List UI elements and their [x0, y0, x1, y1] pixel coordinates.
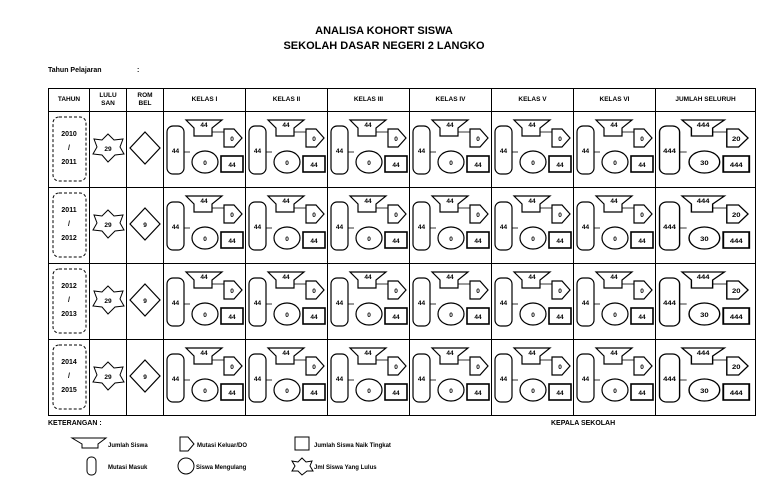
- rombel-cell: [127, 112, 164, 188]
- tahun-slash: /: [68, 221, 70, 228]
- mutasi-masuk-value: 44: [417, 300, 426, 307]
- mengulang-value: 0: [285, 160, 289, 167]
- kelas-cell: [328, 264, 410, 340]
- mengulang-value: 0: [367, 388, 371, 395]
- mutasi-masuk-value: 44: [499, 148, 508, 155]
- jumlah-siswa-value: 44: [528, 198, 536, 205]
- naik-tingkat-value: 44: [310, 162, 318, 169]
- tahun-pelajaran-label: Tahun Pelajaran: [48, 67, 102, 74]
- legend-lulus: [292, 458, 377, 475]
- jumlah-siswa-value: 44: [282, 274, 290, 281]
- table-row: [49, 264, 756, 340]
- mutasi-keluar-value: 0: [394, 288, 398, 295]
- mutasi-masuk-value: 44: [253, 300, 262, 307]
- legend-jumlah-siswa: [72, 438, 148, 449]
- tahun-pelajaran-colon: :: [137, 67, 140, 74]
- mutasi-masuk-value: 44: [335, 376, 344, 383]
- legend-mutasi-masuk: [87, 457, 148, 475]
- jumlah-siswa-value: 44: [446, 350, 454, 357]
- legend-naik-tingkat: [295, 437, 391, 450]
- kelas-cell: [328, 340, 410, 416]
- mutasi-masuk-value: 44: [581, 148, 590, 155]
- jumlah-siswa-value: 444: [696, 121, 710, 129]
- lulusan-value: 29: [104, 374, 112, 381]
- lulus-icon: [292, 458, 313, 475]
- jumlah-siswa-value: 44: [200, 198, 208, 205]
- mutasi-keluar-value: 0: [230, 288, 234, 295]
- tahun-end: 2011: [61, 159, 77, 166]
- naik-tingkat-value: 44: [474, 314, 482, 321]
- naik-tingkat-value: 44: [556, 390, 564, 397]
- naik-tingkat-value: 44: [392, 390, 400, 397]
- mutasi-keluar-value: 0: [558, 288, 562, 295]
- mutasi-masuk-value: 444: [663, 223, 676, 231]
- svg-text:Jumlah Siswa: Jumlah Siswa: [108, 443, 148, 449]
- kelas-cell: [164, 188, 246, 264]
- kelas-cell: [246, 264, 328, 340]
- mutasi-masuk-value: 44: [581, 300, 590, 307]
- tahun-cell: [49, 188, 90, 264]
- mengulang-value: 0: [531, 160, 535, 167]
- mutasi-keluar-value: 0: [312, 288, 316, 295]
- mutasi-keluar-value: 0: [640, 364, 644, 371]
- naik-tingkat-value: 44: [556, 314, 564, 321]
- mutasi-masuk-value: 444: [663, 375, 676, 383]
- svg-text:Jumlah Siswa Naik Tingkat: Jumlah Siswa Naik Tingkat: [314, 443, 391, 449]
- mutasi-keluar-value: 0: [476, 136, 480, 143]
- svg-text:Mutasi Masuk: Mutasi Masuk: [108, 465, 148, 471]
- mutasi-keluar-value: 20: [731, 363, 741, 371]
- mengulang-value: 0: [449, 388, 453, 395]
- jumlah-siswa-value: 44: [364, 198, 372, 205]
- naik-tingkat-value: 44: [228, 238, 236, 245]
- tahun-cell: [49, 340, 90, 416]
- kelas-cell: [246, 188, 328, 264]
- naik-tingkat-value: 44: [228, 390, 236, 397]
- mengulang-value: 0: [613, 236, 617, 243]
- col-kelas-5: KELAS V: [492, 89, 574, 112]
- jumlah-siswa-value: 44: [282, 350, 290, 357]
- jumlah-siswa-value: 44: [610, 350, 618, 357]
- naik-tingkat-value: 44: [556, 238, 564, 245]
- kelas-cell: [410, 340, 492, 416]
- mengulang-value: 30: [700, 235, 709, 243]
- jumlah-siswa-value: 44: [200, 350, 208, 357]
- jumlah-seluruh-cell: [656, 264, 756, 340]
- col-rombel: ROM BEL: [127, 89, 164, 112]
- naik-tingkat-value: 44: [638, 390, 646, 397]
- naik-tingkat-value: 44: [474, 390, 482, 397]
- kelas-cell: [328, 112, 410, 188]
- jumlah-siswa-value: 44: [446, 274, 454, 281]
- mengulang-value: 0: [613, 160, 617, 167]
- kelas-cell: [164, 264, 246, 340]
- kelas-cell: [492, 264, 574, 340]
- mutasi-keluar-value: 0: [312, 364, 316, 371]
- mutasi-keluar-value: 0: [394, 364, 398, 371]
- mutasi-masuk-value: 44: [171, 300, 180, 307]
- mutasi-keluar-value: 20: [731, 287, 741, 295]
- mengulang-value: 0: [203, 160, 207, 167]
- mutasi-masuk-value: 44: [171, 224, 180, 231]
- table-row: [49, 112, 756, 188]
- jumlah-seluruh-cell: [656, 112, 756, 188]
- col-kelas-2: KELAS II: [246, 89, 328, 112]
- tahun-slash: /: [68, 373, 70, 380]
- naik-tingkat-value: 444: [729, 161, 743, 169]
- mutasi-keluar-value: 0: [312, 212, 316, 219]
- rombel-cell: [127, 340, 164, 416]
- naik-tingkat-value: 44: [228, 314, 236, 321]
- col-tahun: TAHUN: [49, 89, 90, 112]
- col-lulusan: LULU SAN: [90, 89, 127, 112]
- svg-text:Jml Siswa Yang Lulus: Jml Siswa Yang Lulus: [314, 465, 377, 471]
- naik-tingkat-value: 444: [729, 313, 743, 321]
- kelas-cell: [246, 340, 328, 416]
- jumlah-siswa-value: 44: [610, 122, 618, 129]
- jumlah-siswa-value: 44: [528, 350, 536, 357]
- mutasi-masuk-value: 44: [335, 148, 344, 155]
- jumlah-siswa-value: 44: [364, 122, 372, 129]
- mutasi-keluar-value: 0: [558, 136, 562, 143]
- lulusan-cell: [90, 340, 127, 416]
- tahun-cell: [49, 112, 90, 188]
- lulusan-cell: [90, 264, 127, 340]
- kelas-cell: [574, 188, 656, 264]
- page-subtitle: SEKOLAH DASAR NEGERI 2 LANGKO: [283, 40, 485, 52]
- mutasi-masuk-value: 44: [171, 376, 180, 383]
- keterangan-label: KETERANGAN :: [48, 420, 102, 427]
- lulusan-value: 29: [104, 146, 112, 153]
- jumlah-siswa-value: 44: [446, 122, 454, 129]
- mutasi-keluar-value: 0: [558, 212, 562, 219]
- mutasi-masuk-value: 44: [417, 376, 426, 383]
- tahun-start: 2011: [61, 207, 77, 214]
- mengulang-value: 0: [449, 160, 453, 167]
- mutasi-masuk-value: 44: [253, 224, 262, 231]
- tahun-start: 2012: [61, 283, 77, 290]
- mutasi-masuk-value: 44: [499, 376, 508, 383]
- col-kelas-3: KELAS III: [328, 89, 410, 112]
- mutasi-keluar-value: 20: [731, 211, 741, 219]
- naik-tingkat-value: 44: [474, 238, 482, 245]
- mutasi-keluar-value: 0: [640, 212, 644, 219]
- col-kelas-1: KELAS I: [164, 89, 246, 112]
- mutasi-masuk-value: 44: [499, 224, 508, 231]
- mutasi-keluar-value: 0: [312, 136, 316, 143]
- kelas-cell: [492, 188, 574, 264]
- jumlah-siswa-value: 44: [200, 122, 208, 129]
- col-kelas-6: KELAS VI: [574, 89, 656, 112]
- svg-text:Mutasi Keluar/DO: Mutasi Keluar/DO: [197, 443, 248, 449]
- mengulang-value: 0: [449, 236, 453, 243]
- jumlah-siswa-icon: [72, 438, 106, 448]
- mutasi-keluar-value: 0: [230, 136, 234, 143]
- mutasi-masuk-value: 44: [581, 224, 590, 231]
- jumlah-siswa-value: 44: [528, 274, 536, 281]
- jumlah-siswa-value: 44: [610, 198, 618, 205]
- tahun-start: 2010: [61, 131, 77, 138]
- kelas-cell: [246, 112, 328, 188]
- table-row: [49, 340, 756, 416]
- jumlah-siswa-value: 44: [446, 198, 454, 205]
- jumlah-siswa-value: 44: [364, 274, 372, 281]
- jumlah-seluruh-cell: [656, 188, 756, 264]
- kelas-cell: [328, 188, 410, 264]
- mengulang-value: 0: [285, 312, 289, 319]
- naik-tingkat-value: 44: [638, 314, 646, 321]
- kelas-cell: [410, 264, 492, 340]
- kelas-cell: [410, 112, 492, 188]
- mutasi-keluar-value: 0: [558, 364, 562, 371]
- table-row: [49, 188, 756, 264]
- mengulang-value: 0: [367, 160, 371, 167]
- mutasi-keluar-value: 0: [230, 212, 234, 219]
- lulusan-value: 29: [104, 222, 112, 229]
- jumlah-siswa-value: 44: [200, 274, 208, 281]
- naik-tingkat-icon: [295, 437, 309, 450]
- naik-tingkat-value: 44: [392, 238, 400, 245]
- tahun-end: 2015: [61, 387, 77, 394]
- jumlah-seluruh-cell: [656, 340, 756, 416]
- mutasi-masuk-value: 44: [417, 224, 426, 231]
- mengulang-icon: [178, 458, 194, 474]
- mengulang-value: 30: [700, 159, 709, 167]
- mutasi-keluar-value: 0: [394, 212, 398, 219]
- mutasi-masuk-value: 44: [417, 148, 426, 155]
- mutasi-masuk-value: 444: [663, 299, 676, 307]
- mutasi-masuk-value: 444: [663, 147, 676, 155]
- mengulang-value: 0: [367, 312, 371, 319]
- naik-tingkat-value: 44: [638, 238, 646, 245]
- mengulang-value: 0: [285, 236, 289, 243]
- jumlah-siswa-value: 44: [364, 350, 372, 357]
- naik-tingkat-value: 444: [729, 389, 743, 397]
- mutasi-masuk-value: 44: [171, 148, 180, 155]
- naik-tingkat-value: 44: [310, 390, 318, 397]
- rombel-cell: [127, 188, 164, 264]
- tahun-end: 2012: [61, 235, 77, 242]
- kelas-cell: [164, 340, 246, 416]
- mengulang-value: 0: [203, 236, 207, 243]
- mutasi-keluar-value: 0: [476, 364, 480, 371]
- mengulang-value: 0: [285, 388, 289, 395]
- naik-tingkat-value: 44: [474, 162, 482, 169]
- legend-mengulang: [178, 458, 247, 474]
- mutasi-masuk-value: 44: [499, 300, 508, 307]
- naik-tingkat-value: 44: [638, 162, 646, 169]
- naik-tingkat-value: 44: [392, 162, 400, 169]
- mutasi-masuk-value: 44: [253, 148, 262, 155]
- col-kelas-4: KELAS IV: [410, 89, 492, 112]
- mengulang-value: 0: [613, 312, 617, 319]
- mutasi-masuk-value: 44: [581, 376, 590, 383]
- mengulang-value: 0: [203, 388, 207, 395]
- mutasi-masuk-value: 44: [335, 224, 344, 231]
- rombel-cell: [127, 264, 164, 340]
- mengulang-value: 0: [531, 388, 535, 395]
- tahun-end: 2013: [61, 311, 77, 318]
- rombel-icon: [130, 132, 160, 164]
- svg-text:Siswa Mengulang: Siswa Mengulang: [196, 465, 247, 471]
- jumlah-siswa-value: 44: [282, 122, 290, 129]
- jumlah-siswa-value: 44: [610, 274, 618, 281]
- kelas-cell: [574, 340, 656, 416]
- mengulang-value: 30: [700, 387, 709, 395]
- mutasi-keluar-value: 0: [394, 136, 398, 143]
- mengulang-value: 0: [449, 312, 453, 319]
- legend: [70, 432, 450, 482]
- jumlah-siswa-value: 44: [282, 198, 290, 205]
- page-title: ANALISA KOHORT SISWA: [315, 25, 453, 37]
- mutasi-keluar-value: 20: [731, 135, 741, 143]
- jumlah-siswa-value: 444: [696, 273, 710, 281]
- kelas-cell: [410, 188, 492, 264]
- lulusan-cell: [90, 188, 127, 264]
- kelas-cell: [492, 112, 574, 188]
- mutasi-masuk-icon: [87, 457, 96, 475]
- mengulang-value: 0: [531, 312, 535, 319]
- tahun-slash: /: [68, 297, 70, 304]
- naik-tingkat-value: 44: [556, 162, 564, 169]
- rombel-value: 9: [143, 298, 147, 305]
- lulusan-value: 29: [104, 298, 112, 305]
- jumlah-siswa-value: 444: [696, 197, 710, 205]
- mengulang-value: 0: [203, 312, 207, 319]
- kelas-cell: [574, 264, 656, 340]
- mutasi-keluar-value: 0: [640, 288, 644, 295]
- kepala-sekolah-label: KEPALA SEKOLAH: [551, 420, 616, 427]
- mutasi-keluar-value: 0: [476, 212, 480, 219]
- naik-tingkat-value: 44: [310, 238, 318, 245]
- kelas-cell: [164, 112, 246, 188]
- mengulang-value: 0: [531, 236, 535, 243]
- mutasi-keluar-icon: [180, 437, 194, 451]
- kelas-cell: [492, 340, 574, 416]
- tahun-start: 2014: [61, 359, 77, 366]
- naik-tingkat-value: 44: [310, 314, 318, 321]
- mengulang-value: 0: [367, 236, 371, 243]
- mutasi-masuk-value: 44: [253, 376, 262, 383]
- rombel-value: 9: [143, 222, 147, 229]
- mutasi-masuk-value: 44: [335, 300, 344, 307]
- lulusan-cell: [90, 112, 127, 188]
- mengulang-value: 30: [700, 311, 709, 319]
- mutasi-keluar-value: 0: [230, 364, 234, 371]
- tahun-slash: /: [68, 145, 70, 152]
- mutasi-keluar-value: 0: [640, 136, 644, 143]
- jumlah-siswa-value: 444: [696, 349, 710, 357]
- table-header-row: [49, 89, 756, 112]
- kelas-cell: [574, 112, 656, 188]
- col-jumlah-seluruh: JUMLAH SELURUH: [656, 89, 756, 112]
- rombel-value: 9: [143, 374, 147, 381]
- naik-tingkat-value: 44: [228, 162, 236, 169]
- naik-tingkat-value: 444: [729, 237, 743, 245]
- jumlah-siswa-value: 44: [528, 122, 536, 129]
- tahun-cell: [49, 264, 90, 340]
- mengulang-value: 0: [613, 388, 617, 395]
- mutasi-keluar-value: 0: [476, 288, 480, 295]
- cohort-table: [48, 88, 756, 416]
- naik-tingkat-value: 44: [392, 314, 400, 321]
- legend-mutasi-keluar: [180, 437, 247, 451]
